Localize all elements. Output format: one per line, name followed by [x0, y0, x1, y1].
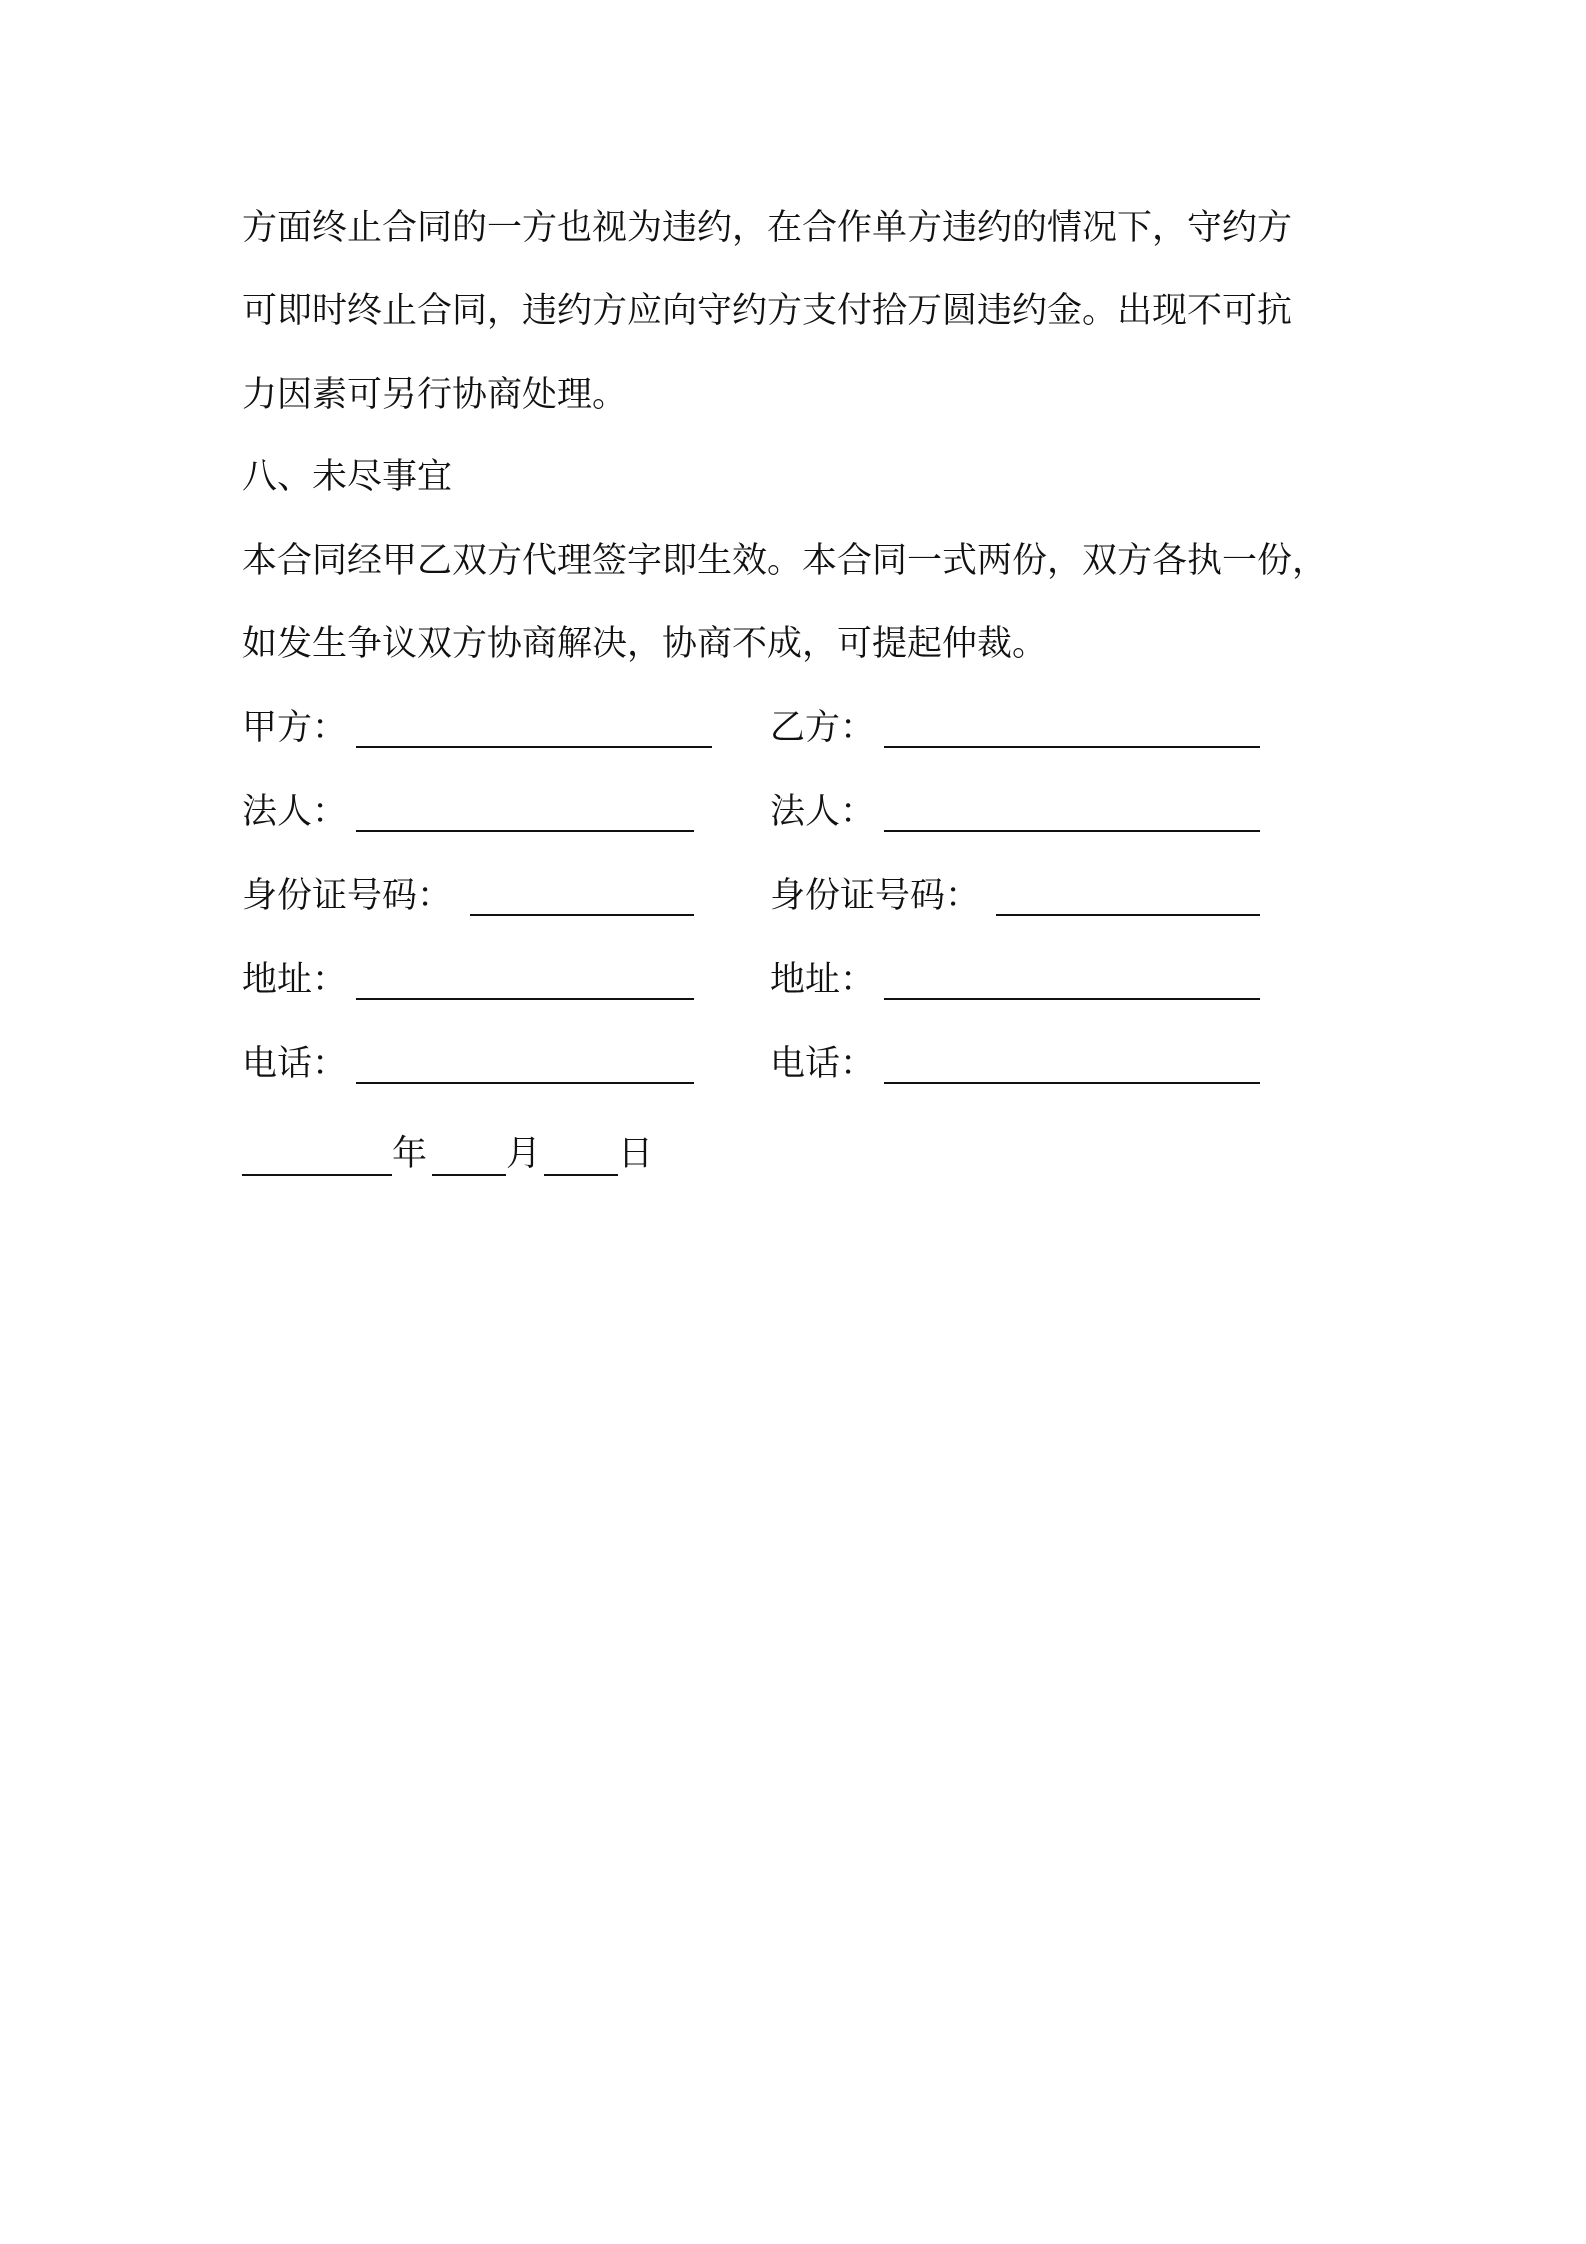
clause-text-line: 力因素可另行协商处理。: [242, 375, 628, 415]
party-a-name-blank[interactable]: [356, 746, 712, 748]
party-a-address-blank[interactable]: [356, 998, 694, 1000]
clause-text-line: 可即时终止合同，违约方应向守约方支付拾万圆违约金。出现不可抗: [242, 291, 1293, 331]
party-b-name-blank[interactable]: [884, 746, 1260, 748]
party-b-id-blank[interactable]: [996, 914, 1260, 916]
party-a-id-label: 身份证号码：: [242, 876, 453, 916]
party-b-address-row: [770, 958, 1270, 1002]
party-a-legal-row: [242, 790, 722, 834]
party-a-phone-row: [242, 1042, 722, 1086]
party-a-address-label: 地址：: [242, 960, 348, 1000]
party-b-name-row: [770, 706, 1270, 750]
signing-date: [242, 1122, 742, 1172]
party-b-phone-label: 电话：: [770, 1044, 876, 1084]
party-a-phone-blank[interactable]: [356, 1082, 694, 1084]
month-label: 月: [506, 1134, 542, 1174]
party-a-id-blank[interactable]: [470, 914, 694, 916]
party-b-legal-label: 法人：: [770, 792, 876, 832]
year-blank[interactable]: [242, 1174, 392, 1176]
party-b-address-label: 地址：: [770, 960, 876, 1000]
party-a-legal-label: 法人：: [242, 792, 348, 832]
clause-text-line: 本合同经甲乙双方代理签字即生效。本合同一式两份，双方各执一份，: [242, 541, 1328, 581]
party-a-phone-label: 电话：: [242, 1044, 348, 1084]
party-a-name-row: [242, 706, 722, 750]
year-label: 年: [392, 1134, 428, 1174]
clause-text-line: 如发生争议双方协商解决，协商不成，可提起仲裁。: [242, 624, 1048, 664]
party-b-name-label: 乙方：: [770, 708, 876, 748]
day-blank[interactable]: [544, 1174, 618, 1176]
party-b-id-label: 身份证号码：: [770, 876, 981, 916]
day-label: 日: [618, 1134, 654, 1174]
party-a-legal-blank[interactable]: [356, 830, 694, 832]
clause-text-line: 方面终止合同的一方也视为违约，在合作单方违约的情况下，守约方: [242, 208, 1293, 248]
party-a-id-row: [242, 874, 722, 918]
party-b-legal-row: [770, 790, 1270, 834]
party-b-legal-blank[interactable]: [884, 830, 1260, 832]
party-b-phone-blank[interactable]: [884, 1082, 1260, 1084]
party-b-address-blank[interactable]: [884, 998, 1260, 1000]
section-heading: 八、未尽事宜: [242, 457, 453, 497]
party-a-name-label: 甲方：: [242, 708, 348, 748]
party-b-phone-row: [770, 1042, 1270, 1086]
month-blank[interactable]: [432, 1174, 506, 1176]
party-a-address-row: [242, 958, 722, 1002]
party-b-id-row: [770, 874, 1270, 918]
